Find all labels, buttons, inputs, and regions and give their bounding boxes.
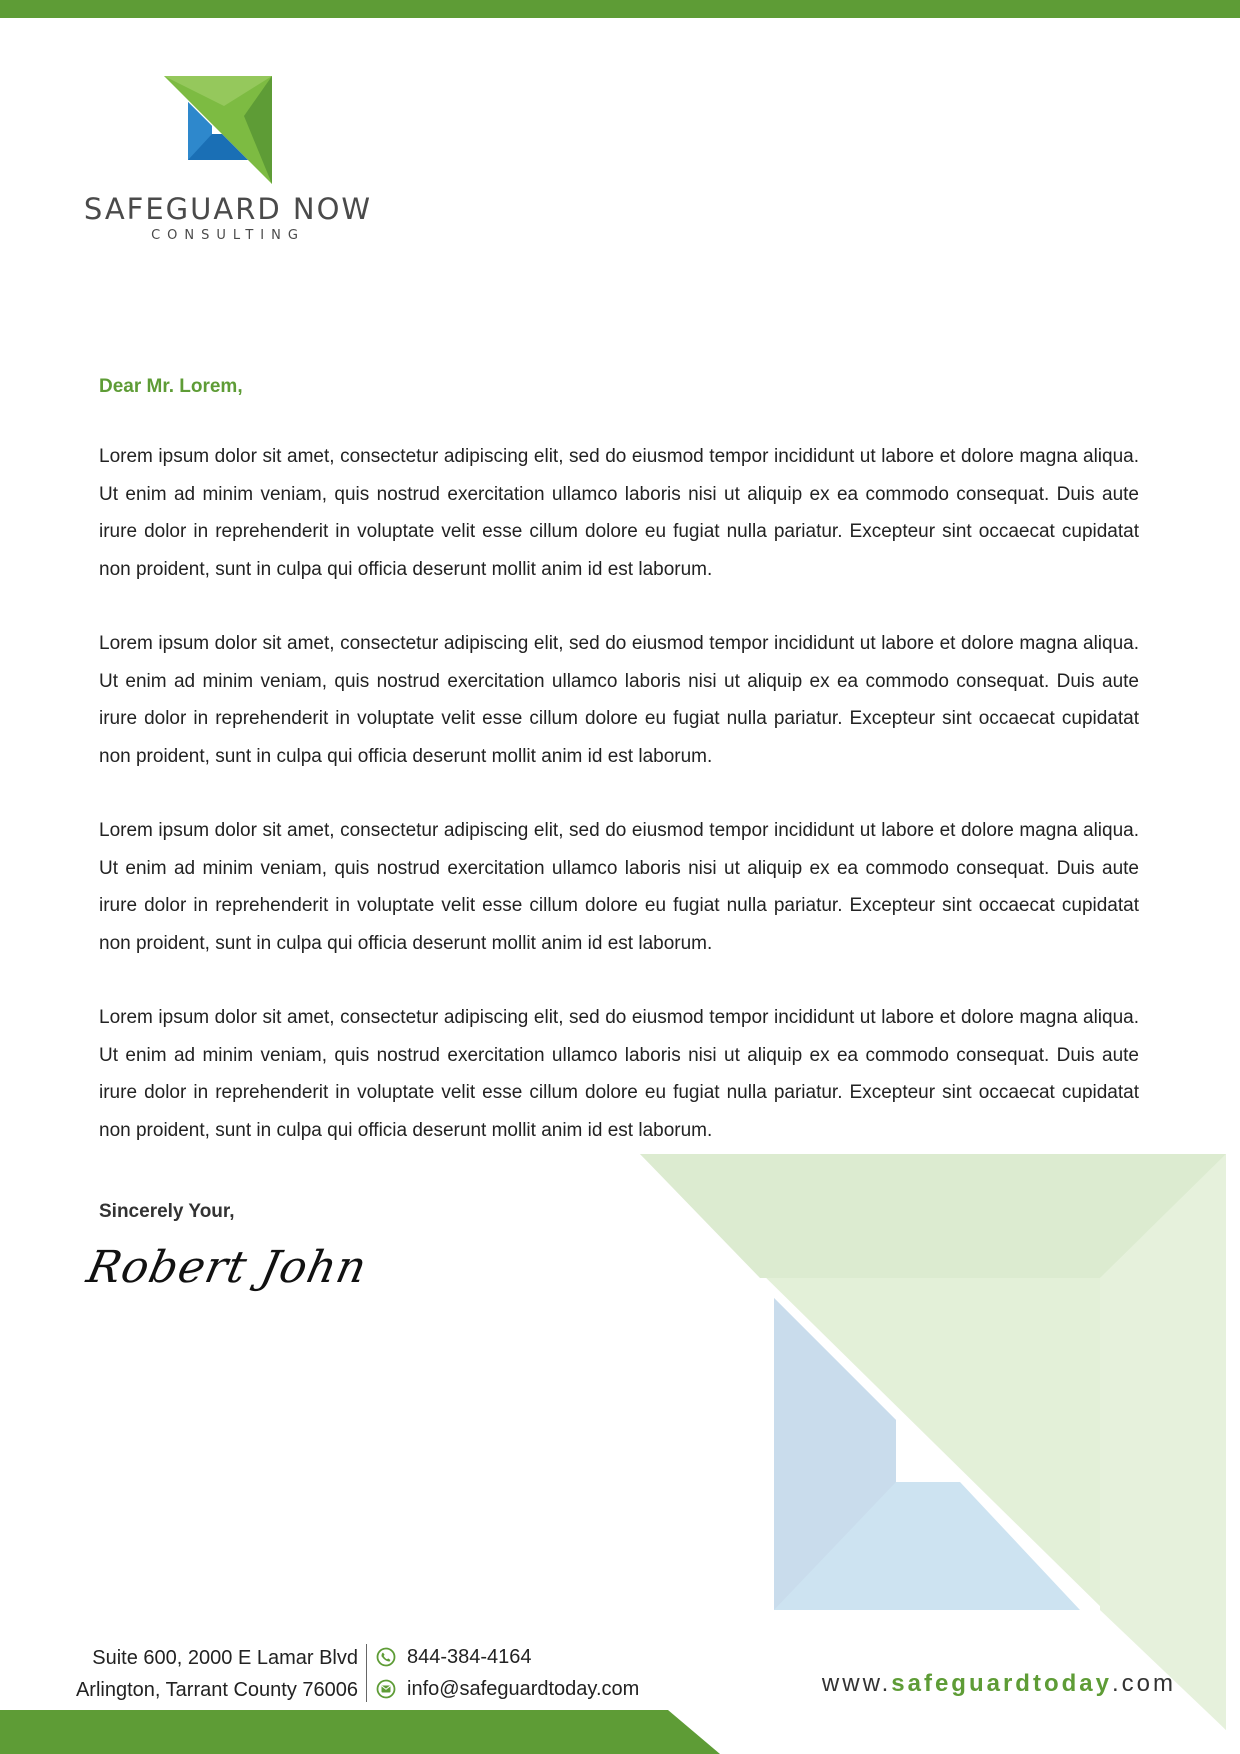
website-link[interactable] [822, 1670, 1176, 1698]
phone-icon [376, 1647, 396, 1667]
bottom-accent-bar [0, 1710, 1240, 1754]
phone-link[interactable]: 844-384-4164 [407, 1646, 532, 1668]
salutation: Dear Mr. Lorem, [99, 376, 243, 397]
signature: Robert John [82, 1242, 372, 1293]
website-domain: safeguardtoday [891, 1670, 1112, 1697]
website-suffix: .com [1111, 1670, 1176, 1697]
footer-contacts [376, 1641, 639, 1705]
closing: Sincerely Your, [99, 1201, 235, 1222]
body-paragraph: Lorem ipsum dolor sit amet, consectetur adipiscing elit, sed do eiusmod tempor incididunt ut labore et dolore magna aliqua. Ut enim ad minim veniam, quis nostrud exercitation ullamco laboris nisi ut aliquip ex ea commodo consequat. Duis aute irure dolor in reprehenderit in voluptate velit esse cillum dolore eu fugiat nulla pariatur. Excepteur sint occaecat cupidatat non proident, sunt in culpa qui officia deserunt mollit anim id est laborum. [99, 820, 1139, 954]
logo-watermark-icon [640, 1150, 1230, 1730]
address-line: Suite 600, 2000 E Lamar Blvd [92, 1647, 358, 1669]
email-icon [376, 1679, 396, 1699]
footer-divider [366, 1644, 367, 1702]
email-link[interactable]: info@safeguardtoday.com [407, 1678, 640, 1700]
website-prefix: www. [821, 1670, 892, 1697]
body-paragraph: Lorem ipsum dolor sit amet, consectetur adipiscing elit, sed do eiusmod tempor incididunt ut labore et dolore magna aliqua. Ut enim ad minim veniam, quis nostrud exercitation ullamco laboris nisi ut aliquip ex ea commodo consequat. Duis aute irure dolor in reprehenderit in voluptate velit esse cillum dolore eu fugiat nulla pariatur. Excepteur sint occaecat cupidatat non proident, sunt in culpa qui officia deserunt mollit anim id est laborum. [99, 1007, 1139, 1141]
address-line: Arlington, Tarrant County 76006 [75, 1679, 358, 1701]
footer-address [76, 1642, 358, 1706]
letter-body [99, 376, 1139, 1186]
logo-mark-icon [164, 76, 274, 186]
top-accent-bar [0, 0, 1240, 18]
logo-company-name: SAFEGUARD NOW [83, 192, 373, 226]
phone-row [376, 1641, 639, 1673]
company-logo [78, 74, 378, 254]
body-paragraph: Lorem ipsum dolor sit amet, consectetur adipiscing elit, sed do eiusmod tempor incididunt ut labore et dolore magna aliqua. Ut enim ad minim veniam, quis nostrud exercitation ullamco laboris nisi ut aliquip ex ea commodo consequat. Duis aute irure dolor in reprehenderit in voluptate velit esse cillum dolore eu fugiat nulla pariatur. Excepteur sint occaecat cupidatat non proident, sunt in culpa qui officia deserunt mollit anim id est laborum. [99, 446, 1139, 580]
body-paragraph: Lorem ipsum dolor sit amet, consectetur adipiscing elit, sed do eiusmod tempor incididunt ut labore et dolore magna aliqua. Ut enim ad minim veniam, quis nostrud exercitation ullamco laboris nisi ut aliquip ex ea commodo consequat. Duis aute irure dolor in reprehenderit in voluptate velit esse cillum dolore eu fugiat nulla pariatur. Excepteur sint occaecat cupidatat non proident, sunt in culpa qui officia deserunt mollit anim id est laborum. [99, 633, 1139, 767]
logo-tagline: CONSULTING [151, 228, 305, 243]
email-row [376, 1673, 639, 1705]
